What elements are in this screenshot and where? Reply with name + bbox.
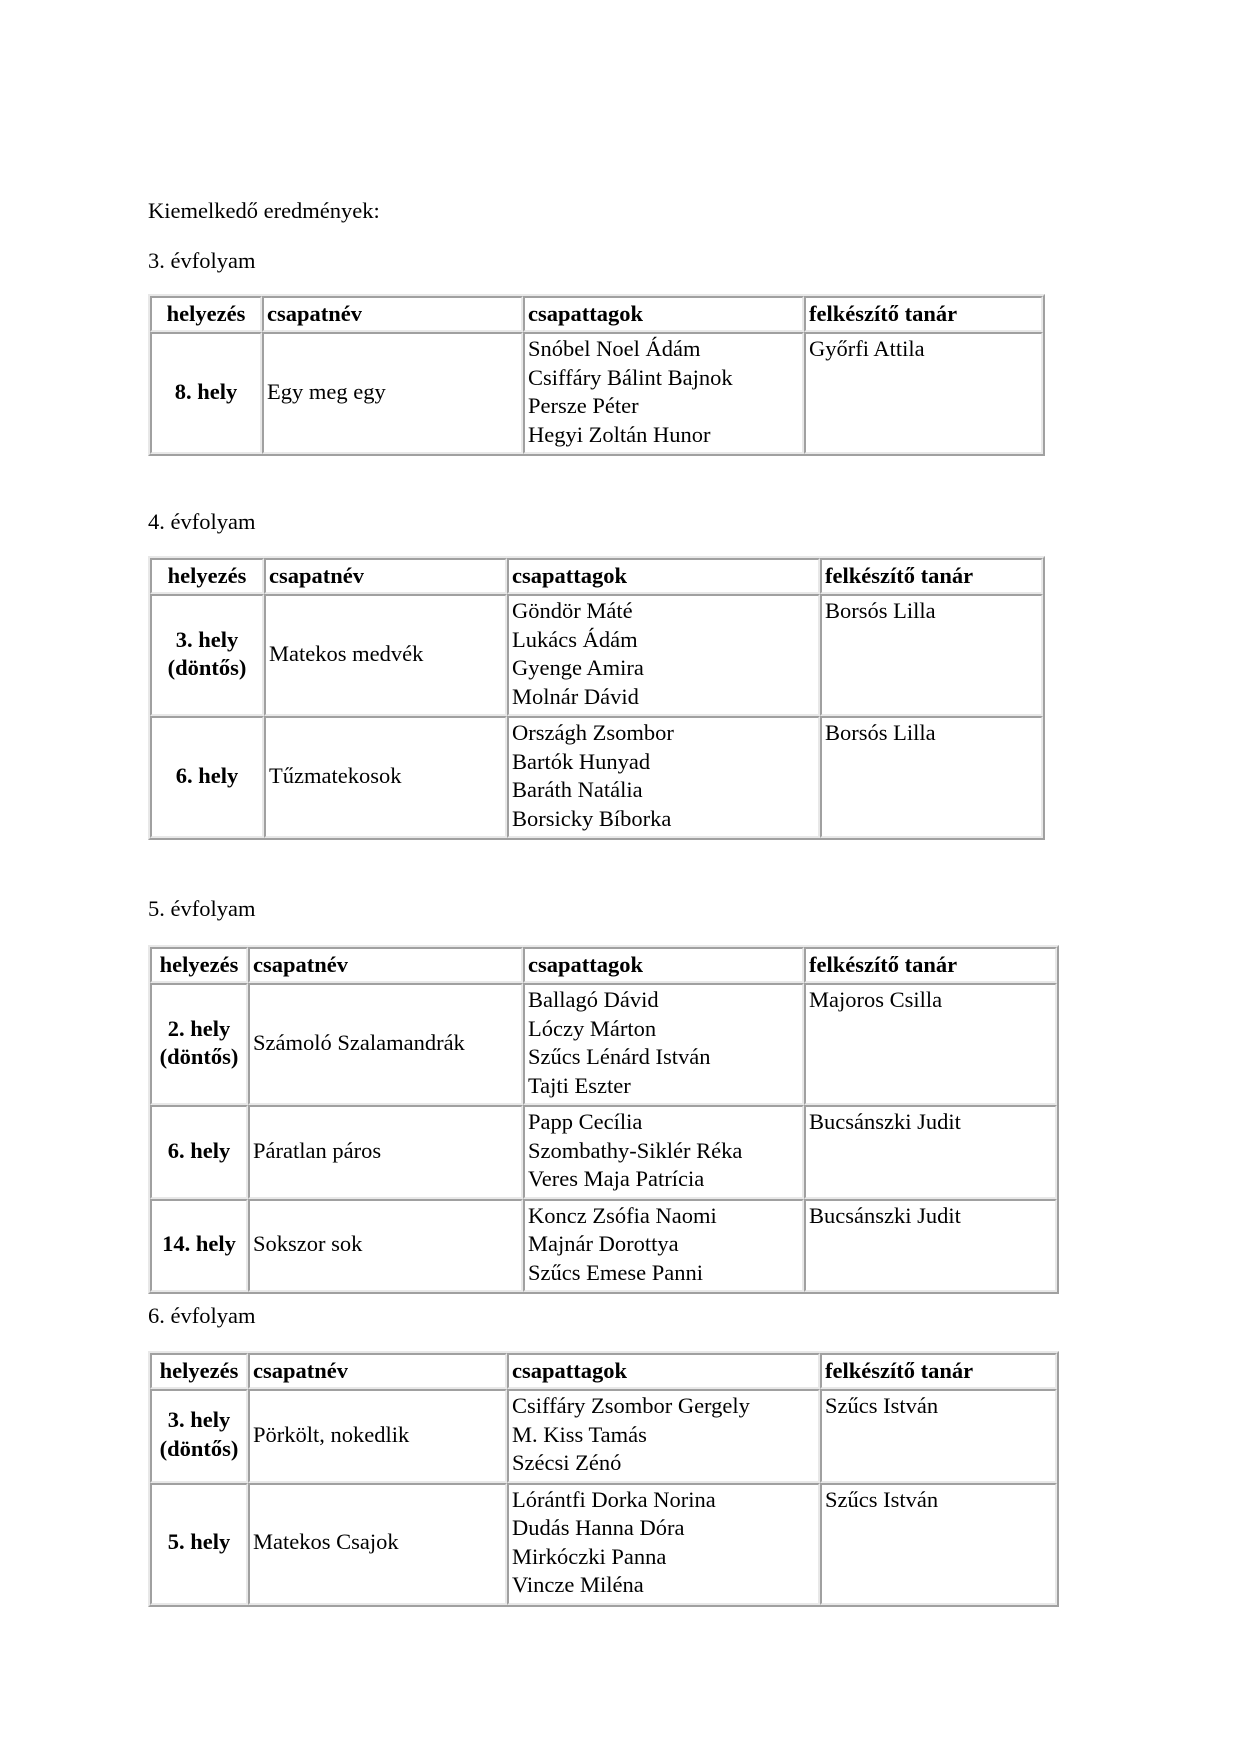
header-team-name: csapatnév	[248, 1353, 507, 1389]
teacher-name: Borsós Lilla	[820, 594, 1043, 716]
placement-note: (döntős)	[167, 655, 247, 680]
placement-cell	[150, 594, 264, 716]
team-name: Sokszor sok	[248, 1199, 523, 1293]
header-teacher: felkészítő tanár	[804, 947, 1057, 983]
teacher-name: Szűcs István	[820, 1389, 1057, 1483]
team-name: Pörkölt, nokedlik	[248, 1389, 507, 1483]
results-table	[148, 556, 1045, 840]
header-teacher: felkészítő tanár	[820, 558, 1043, 594]
results-table	[148, 1351, 1059, 1607]
teacher-name: Borsós Lilla	[820, 716, 1043, 838]
team-member: M. Kiss Tamás	[512, 1421, 647, 1447]
team-member: Persze Péter	[528, 393, 639, 418]
placement-cell	[150, 1105, 248, 1199]
teacher-name: Szűcs István	[820, 1483, 1057, 1605]
teacher-name: Bucsánszki Judit	[804, 1199, 1057, 1293]
placement-note: (döntős)	[159, 1044, 239, 1069]
header-team-members: csapattagok	[507, 1353, 820, 1389]
team-member: Dudás Hanna Dóra	[512, 1515, 685, 1540]
team-members-cell	[507, 1483, 820, 1605]
placement-cell	[150, 1199, 248, 1293]
team-members-cell	[507, 716, 820, 838]
header-team-members: csapattagok	[507, 558, 820, 594]
placement: 6. hely	[167, 1137, 231, 1163]
placement-cell	[150, 716, 264, 838]
team-member: Veres Maja Patrícia	[528, 1166, 705, 1191]
team-name: Számoló Szalamandrák	[248, 983, 523, 1105]
team-member: Vincze Miléna	[512, 1572, 644, 1597]
team-name: Egy meg egy	[262, 332, 523, 454]
results-table	[148, 945, 1059, 1294]
placement: 14. hely	[162, 1231, 236, 1256]
header-team-members: csapattagok	[523, 296, 804, 332]
table-header-row	[150, 558, 1043, 594]
placement-note: (döntős)	[159, 1435, 239, 1461]
team-member: Koncz Zsófia Naomi	[528, 1202, 717, 1228]
header-placement: helyezés	[150, 1353, 248, 1389]
header-team-name: csapatnév	[248, 947, 523, 983]
header-placement: helyezés	[150, 558, 264, 594]
team-member: Szűcs Lénárd István	[528, 1044, 711, 1069]
placement-cell	[150, 1483, 248, 1605]
grade-heading: 5. évfolyam	[148, 896, 256, 921]
placement: 5. hely	[167, 1529, 231, 1555]
table-row	[150, 716, 1043, 838]
table-row	[150, 1199, 1057, 1293]
team-member: Lukács Ádám	[512, 626, 638, 652]
teacher-name: Majoros Csilla	[804, 983, 1057, 1105]
placement: 6. hely	[175, 762, 239, 788]
team-member: Szűcs Emese Panni	[528, 1259, 703, 1285]
team-member: Tajti Eszter	[528, 1072, 631, 1098]
placement-cell	[150, 1389, 248, 1483]
team-member: Borsicky Bíborka	[512, 805, 672, 831]
team-member: Majnár Dorottya	[528, 1231, 679, 1256]
team-member: Csiffáry Zsombor Gergely	[512, 1393, 750, 1418]
results-table	[148, 294, 1045, 456]
placement: 3. hely	[175, 626, 239, 652]
table-row	[150, 594, 1043, 716]
header-placement: helyezés	[150, 947, 248, 983]
placement-cell	[150, 332, 262, 454]
team-members-cell	[523, 1105, 804, 1199]
team-member: Lóczy Márton	[528, 1015, 657, 1041]
page-title: Kiemelkedő eredmények:	[148, 198, 380, 223]
team-members-cell	[523, 1199, 804, 1293]
team-member: Gyenge Amira	[512, 655, 644, 680]
team-member: Lórántfi Dorka Norina	[512, 1486, 716, 1512]
grade-heading: 3. évfolyam	[148, 248, 256, 273]
table-row	[150, 1389, 1057, 1483]
team-member: Országh Zsombor	[512, 720, 674, 745]
header-teacher: felkészítő tanár	[820, 1353, 1057, 1389]
team-member: Göndör Máté	[512, 598, 633, 623]
placement: 8. hely	[174, 378, 238, 404]
header-placement: helyezés	[150, 296, 262, 332]
placement: 2. hely	[167, 1015, 231, 1041]
team-name: Matekos Csajok	[248, 1483, 507, 1605]
table-row	[150, 1483, 1057, 1605]
team-member: Csiffáry Bálint Bajnok	[528, 364, 733, 390]
team-members-cell	[523, 332, 804, 454]
header-team-members: csapattagok	[523, 947, 804, 983]
grade-heading: 4. évfolyam	[148, 509, 256, 534]
team-name: Matekos medvék	[264, 594, 507, 716]
table-row	[150, 332, 1043, 454]
team-member: Snóbel Noel Ádám	[528, 336, 701, 361]
table-row	[150, 983, 1057, 1105]
team-member: Bartók Hunyad	[512, 748, 651, 774]
header-team-name: csapatnév	[262, 296, 523, 332]
table-header-row	[150, 1353, 1057, 1389]
team-member: Hegyi Zoltán Hunor	[528, 421, 711, 447]
team-name: Tűzmatekosok	[264, 716, 507, 838]
teacher-name: Bucsánszki Judit	[804, 1105, 1057, 1199]
teacher-name: Győrfi Attila	[804, 332, 1043, 454]
team-member: Mirkóczki Panna	[512, 1543, 667, 1569]
team-members-cell	[507, 1389, 820, 1483]
team-member: Ballagó Dávid	[528, 987, 659, 1012]
team-members-cell	[507, 594, 820, 716]
placement: 3. hely	[167, 1407, 231, 1433]
table-header-row	[150, 947, 1057, 983]
grade-heading: 6. évfolyam	[148, 1303, 256, 1328]
header-team-name: csapatnév	[264, 558, 507, 594]
team-member: Szécsi Zénó	[512, 1450, 622, 1475]
team-member: Molnár Dávid	[512, 683, 639, 709]
team-members-cell	[523, 983, 804, 1105]
table-row	[150, 1105, 1057, 1199]
table-header-row	[150, 296, 1043, 332]
placement-cell	[150, 983, 248, 1105]
team-member: Szombathy-Siklér Réka	[528, 1137, 743, 1163]
team-member: Papp Cecília	[528, 1109, 643, 1134]
header-teacher: felkészítő tanár	[804, 296, 1043, 332]
team-name: Páratlan páros	[248, 1105, 523, 1199]
team-member: Baráth Natália	[512, 777, 643, 802]
